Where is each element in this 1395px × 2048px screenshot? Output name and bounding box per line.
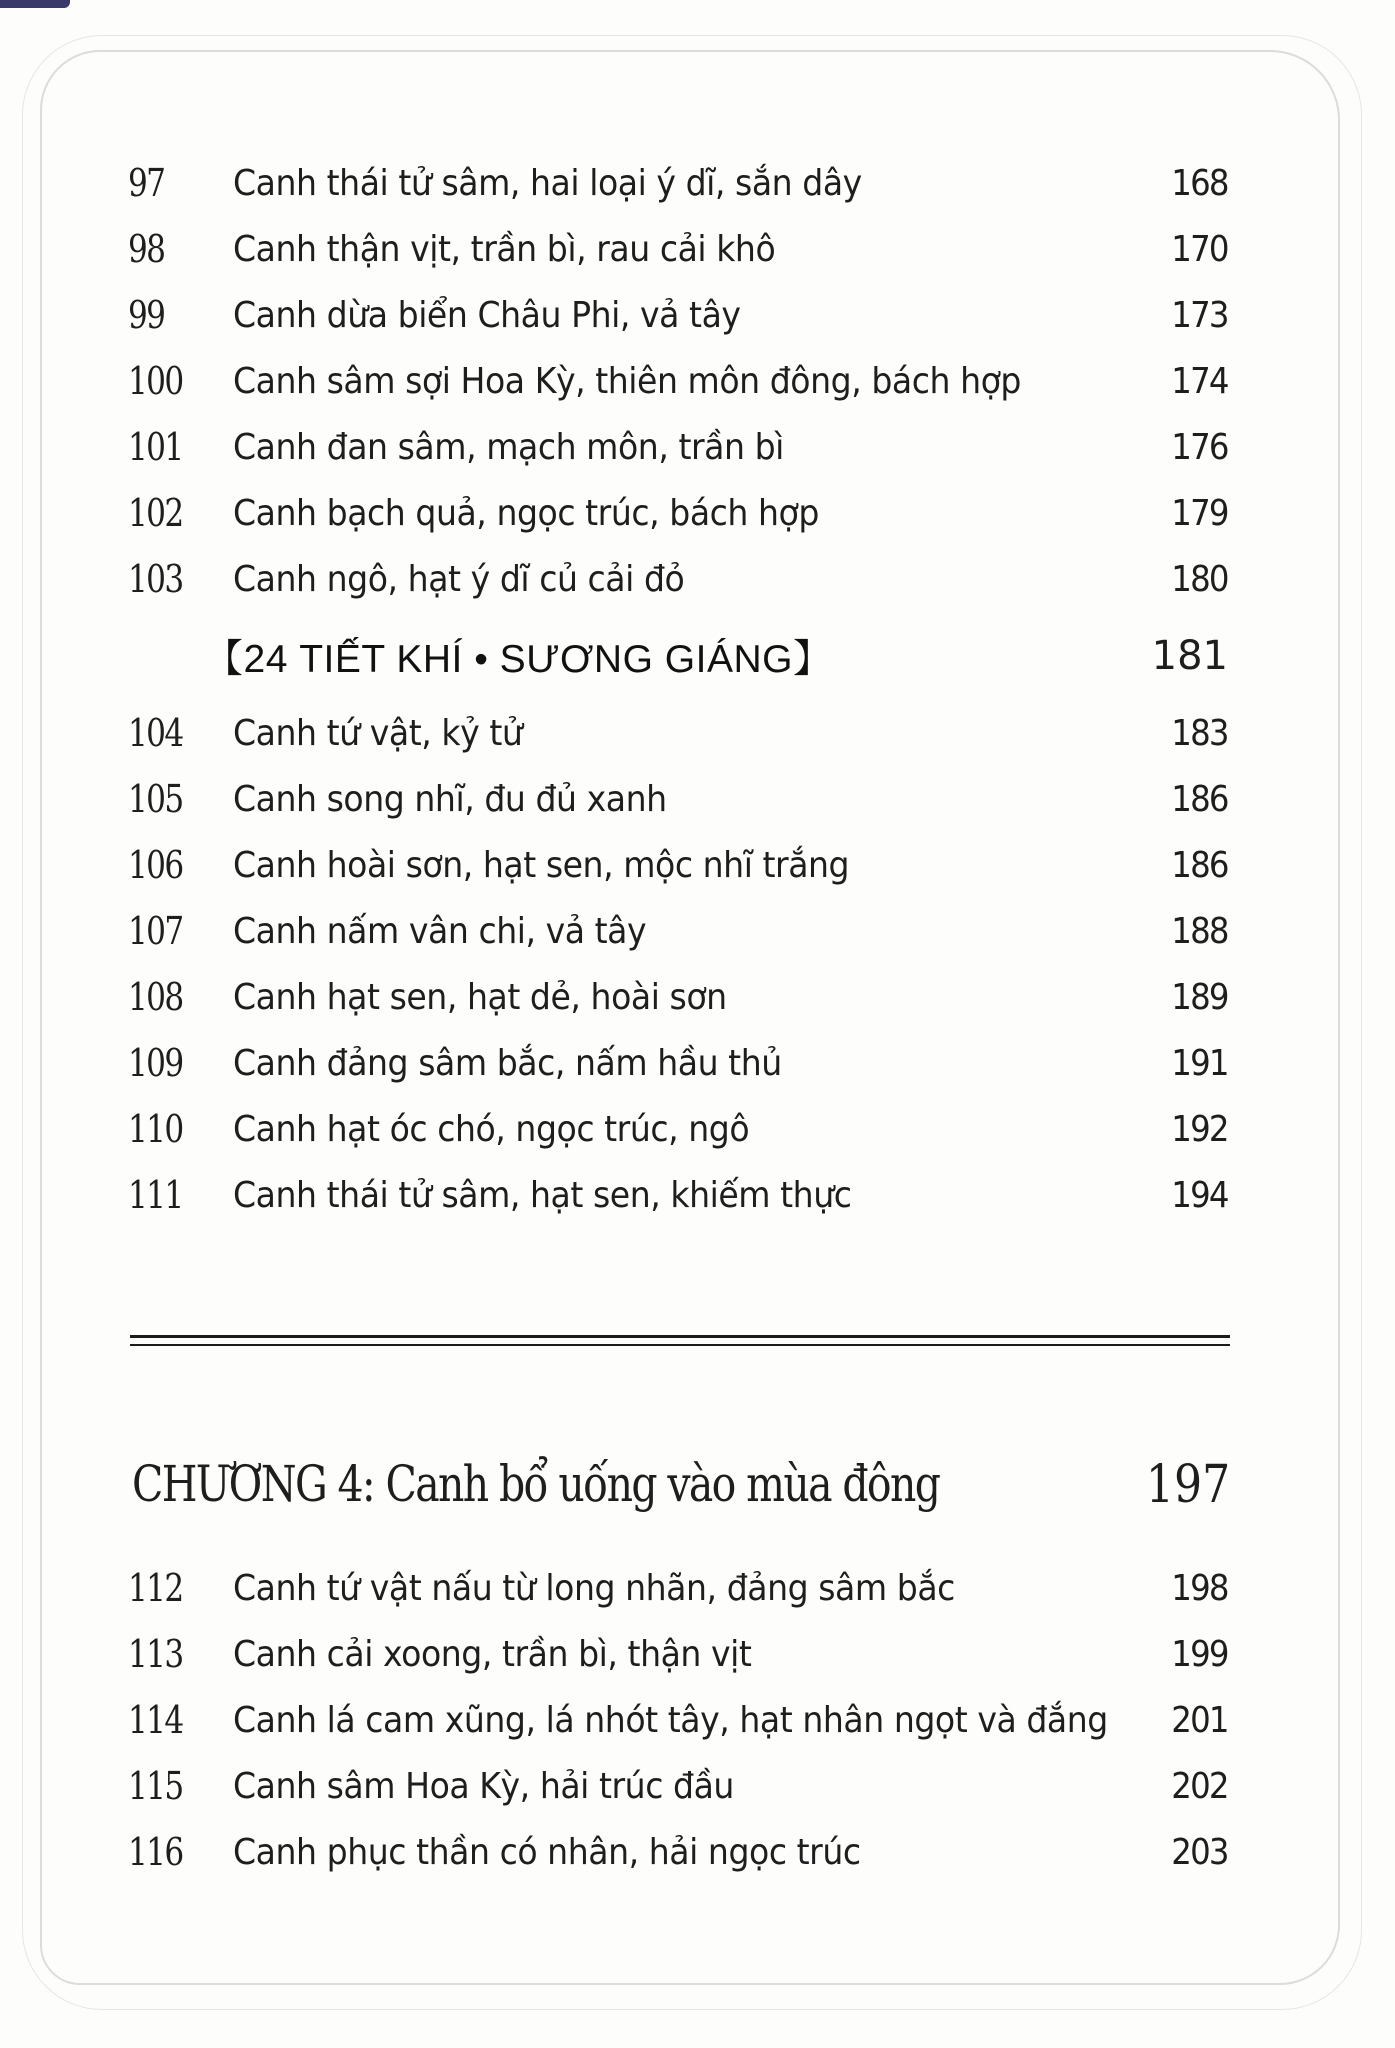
entry-number: 115 (128, 1764, 183, 1808)
toc-entry (128, 964, 1228, 1030)
toc-entry (128, 1687, 1228, 1753)
entry-number: 102 (128, 491, 183, 535)
toc-entry (128, 766, 1228, 832)
entry-title: Canh sâm sợi Hoa Kỳ, thiên môn đông, bách hợp (233, 360, 1021, 402)
toc-entry (128, 700, 1228, 766)
entry-number: 100 (128, 359, 183, 403)
entry-number: 103 (128, 557, 183, 601)
entry-number: 110 (128, 1107, 183, 1151)
toc-entry (128, 1819, 1228, 1885)
toc-entry (128, 832, 1228, 898)
toc-entry (128, 1753, 1228, 1819)
toc-entry (128, 480, 1228, 546)
entry-title: Canh lá cam xũng, lá nhót tây, hạt nhân ngọt và đắng (233, 1699, 1108, 1741)
entry-title: Canh đảng sâm bắc, nấm hầu thủ (233, 1042, 782, 1084)
entry-page: 180 (1171, 558, 1228, 600)
entry-title: Canh cải xoong, trần bì, thận vịt (233, 1633, 752, 1675)
entry-page: 186 (1171, 844, 1228, 886)
entry-page: 173 (1171, 294, 1228, 336)
toc-entry (128, 1555, 1228, 1621)
entry-title: Canh phục thần có nhân, hải ngọc trúc (233, 1831, 861, 1873)
entry-page: 199 (1171, 1633, 1228, 1675)
section-page: 181 (1151, 633, 1228, 679)
entry-number: 97 (128, 161, 165, 205)
entry-title: Canh thận vịt, trần bì, rau cải khô (233, 228, 776, 270)
entry-number: 107 (128, 909, 183, 953)
entry-number: 104 (128, 711, 183, 755)
toc-entry (128, 1621, 1228, 1687)
entry-number: 101 (128, 425, 183, 469)
toc-entry (128, 348, 1228, 414)
entry-title: Canh song nhĩ, đu đủ xanh (233, 778, 667, 820)
toc-entry (128, 282, 1228, 348)
entry-page: 186 (1171, 778, 1228, 820)
entry-number: 114 (128, 1698, 183, 1742)
toc-entry (128, 1096, 1228, 1162)
toc-entry (128, 1030, 1228, 1096)
entry-page: 191 (1171, 1042, 1228, 1084)
entry-page: 168 (1171, 162, 1228, 204)
rule-line (130, 1335, 1230, 1338)
entry-page: 174 (1171, 360, 1228, 402)
double-rule-divider (130, 1335, 1230, 1347)
toc-list (128, 150, 1228, 1228)
toc-entry (128, 414, 1228, 480)
entry-page: 203 (1171, 1831, 1228, 1873)
entry-page: 192 (1171, 1108, 1228, 1150)
entry-title: Canh tứ vật nấu từ long nhãn, đảng sâm bắc (233, 1567, 955, 1609)
entry-title: Canh hạt sen, hạt dẻ, hoài sơn (233, 976, 727, 1018)
entry-number: 98 (128, 227, 165, 271)
entry-title: Canh ngô, hạt ý dĩ củ cải đỏ (233, 558, 685, 600)
entry-title: Canh thái tử sâm, hai loại ý dĩ, sắn dây (233, 162, 862, 204)
section-title: 【24 TIẾT KHÍ • SƯƠNG GIÁNG】 (204, 638, 833, 681)
toc-entry (128, 150, 1228, 216)
entry-page: 179 (1171, 492, 1228, 534)
entry-page: 202 (1171, 1765, 1228, 1807)
entry-number: 108 (128, 975, 183, 1019)
entry-page: 170 (1171, 228, 1228, 270)
entry-page: 188 (1171, 910, 1228, 952)
entry-page: 183 (1171, 712, 1228, 754)
entry-page: 176 (1171, 426, 1228, 468)
entry-number: 99 (128, 293, 165, 337)
toc-list (128, 1555, 1228, 1885)
chapter-title: CHƯƠNG 4: Canh bổ uống vào mùa đông (132, 1455, 940, 1513)
entry-title: Canh hạt óc chó, ngọc trúc, ngô (233, 1108, 750, 1150)
entry-title: Canh hoài sơn, hạt sen, mộc nhĩ trắng (233, 844, 850, 886)
entry-number: 106 (128, 843, 183, 887)
entry-number: 112 (128, 1566, 183, 1610)
toc-entry (128, 1162, 1228, 1228)
toc-entry (128, 898, 1228, 964)
entry-title: Canh nấm vân chi, vả tây (233, 910, 647, 952)
section-heading (128, 612, 1228, 700)
entry-page: 189 (1171, 976, 1228, 1018)
entry-number: 111 (128, 1173, 183, 1217)
entry-page: 194 (1171, 1174, 1228, 1216)
entry-title: Canh sâm Hoa Kỳ, hải trúc đầu (233, 1765, 734, 1807)
entry-page: 198 (1171, 1567, 1228, 1609)
entry-title: Canh đan sâm, mạch môn, trần bì (233, 426, 784, 468)
entry-number: 116 (128, 1830, 183, 1874)
entry-number: 113 (128, 1632, 183, 1676)
entry-title: Canh thái tử sâm, hạt sen, khiếm thực (233, 1174, 852, 1216)
entry-number: 105 (128, 777, 183, 821)
chapter-page: 197 (1145, 1455, 1230, 1515)
toc-entry (128, 546, 1228, 612)
entry-title: Canh bạch quả, ngọc trúc, bách hợp (233, 492, 819, 534)
entry-number: 109 (128, 1041, 183, 1085)
chapter-heading (132, 1455, 1230, 1535)
entry-title: Canh tứ vật, kỷ tử (233, 712, 523, 754)
toc-entry (128, 216, 1228, 282)
entry-page: 201 (1171, 1699, 1228, 1741)
corner-mark (0, 0, 70, 8)
entry-title: Canh dừa biển Châu Phi, vả tây (233, 294, 741, 336)
rule-line (130, 1344, 1230, 1346)
